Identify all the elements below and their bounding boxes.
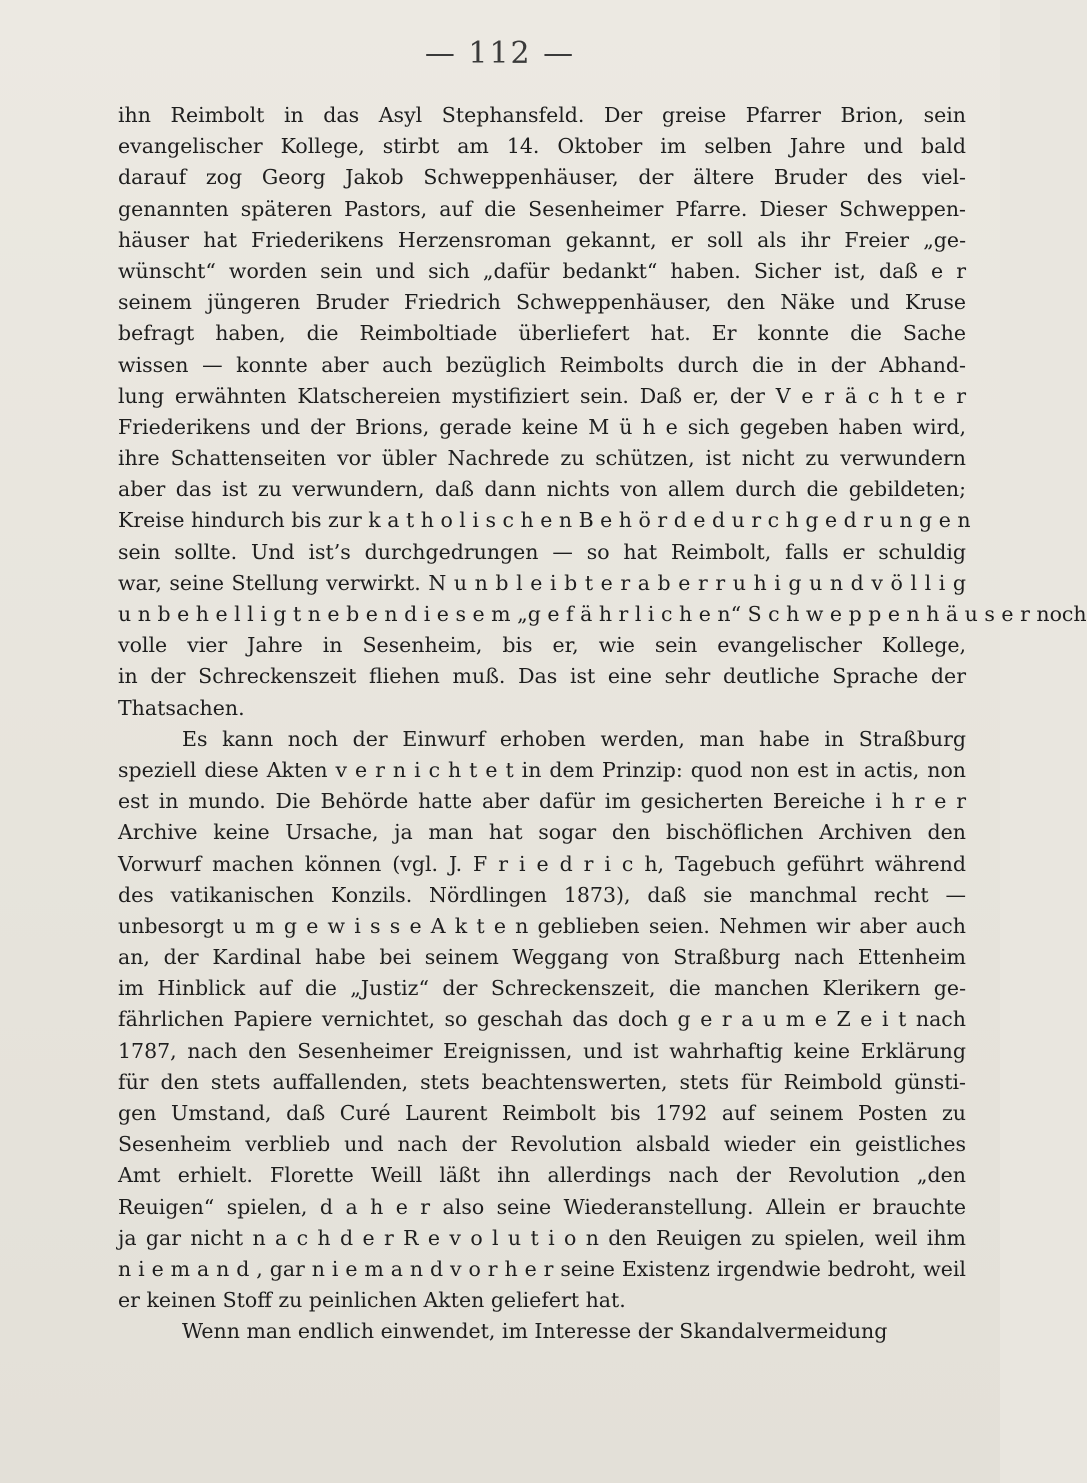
text-line: im Hinblick auf die „Justiz“ der Schreckenszeit, die manchen Klerikern ge- xyxy=(118,976,966,1001)
text-line: in der Schreckenszeit fliehen muß. Das ist eine sehr deutliche Sprache der xyxy=(118,664,966,689)
text-line: genannten späteren Pastors, auf die Sesenheimer Pfarre. Dieser Schweppen- xyxy=(118,196,966,221)
text-line: seinem jüngeren Bruder Friedrich Schweppenhäuser, den Näke und Kruse xyxy=(118,290,966,315)
text-line: war, seine Stellung verwirkt. N u n b l e i b t e r a b e r r u h i g u n d v ö l l i g xyxy=(118,570,966,595)
text-line: Thatsachen. xyxy=(118,695,245,720)
text-line: für den stets auffallenden, stets beachtenswerten, stets für Reimbold günsti- xyxy=(118,1069,966,1094)
text-line: Kreise hindurch bis zur k a t h o l i s c h e n B e h ö r d e d u r c h g e d r u n g e n xyxy=(118,508,971,533)
text-line: speziell diese Akten v e r n i c h t e t in dem Prinzip: quod non est in actis, non xyxy=(118,757,966,782)
text-line: er keinen Stoff zu peinlichen Akten geliefert hat. xyxy=(118,1288,626,1313)
paragraph xyxy=(118,100,1087,724)
text-line: n i e m a n d , gar n i e m a n d v o r h e r seine Existenz irgendwie bedroht, weil xyxy=(118,1256,966,1281)
text-line: est in mundo. Die Behörde hatte aber dafür im gesicherten Bereiche i h r e r xyxy=(118,789,966,814)
paragraph xyxy=(118,724,966,1317)
text-line: ihn Reimbolt in das Asyl Stephansfeld. Der greise Pfarrer Brion, sein xyxy=(118,103,966,127)
text-line: Friederikens und der Brions, gerade keine M ü h e sich gegeben haben wird, xyxy=(118,414,966,439)
text-line: wünscht“ worden sein und sich „dafür bedankt“ haben. Sicher ist, daß e r xyxy=(118,258,966,283)
text-line: lung erwähnten Klatschereien mystifiziert sein. Daß er, der V e r ä c h t e r xyxy=(118,383,966,408)
text-line: Es kann noch der Einwurf erhoben werden, man habe in Straßburg xyxy=(182,726,966,751)
page-number: — 112 — xyxy=(424,36,576,71)
text-line: darauf zog Georg Jakob Schweppenhäuser, der ältere Bruder des viel- xyxy=(118,165,966,190)
text-line: 1787, nach den Sesenheimer Ereignissen, und ist wahrhaftig keine Erklärung xyxy=(118,1038,966,1063)
text-line: wissen — konnte aber auch bezüglich Reimbolts durch die in der Abhand- xyxy=(118,352,966,377)
text-line: Amt erhielt. Florette Weill läßt ihn allerdings nach der Revolution „den xyxy=(118,1163,966,1188)
text-line: befragt haben, die Reimboltiade überliefert hat. Er konnte die Sache xyxy=(118,321,966,346)
text-line: evangelischer Kollege, stirbt am 14. Oktober im selben Jahre und bald xyxy=(118,134,966,159)
text-line: Vorwurf machen können (vgl. J. F r i e d r i c h, Tagebuch geführt während xyxy=(118,851,966,876)
text-line: häuser hat Friederikens Herzensroman gekannt, er soll als ihr Freier „ge- xyxy=(118,227,966,252)
text-line: ja gar nicht n a c h d e r R e v o l u t i o n den Reuigen zu spielen, weil ihm xyxy=(118,1225,966,1250)
text-line: volle vier Jahre in Sesenheim, bis er, wie sein evangelischer Kollege, xyxy=(118,633,966,658)
text-line: Wenn man endlich einwendet, im Interesse der Skandalvermeidung xyxy=(182,1319,888,1344)
text-line: sein sollte. Und ist’s durchgedrungen — so hat Reimbolt, falls er schuldig xyxy=(118,539,966,564)
text-line: gen Umstand, daß Curé Laurent Reimbolt bis 1792 auf seinem Posten zu xyxy=(118,1101,966,1125)
text-line: ihre Schattenseiten vor übler Nachrede zu schützen, ist nicht zu verwundern xyxy=(118,446,966,471)
text-line: Archive keine Ursache, ja man hat sogar den bischöflichen Archiven den xyxy=(118,820,966,845)
text-line: u n b e h e l l i g t n e b e n d i e s e m „g e f ä h r l i c h e n“ S c h w e p p e n h ä u s e r noch xyxy=(118,602,1087,626)
text-line: fährlichen Papiere vernichtet, so geschah das doch g e r a u m e Z e i t nach xyxy=(118,1007,966,1032)
text-line: unbesorgt u m g e w i s s e A k t e n geblieben seien. Nehmen wir aber auch xyxy=(118,913,966,938)
text-line: Sesenheim verblieb und nach der Revolution alsbald wieder ein geistliches xyxy=(118,1132,966,1157)
body-text xyxy=(118,100,1087,1348)
paragraph xyxy=(118,1316,966,1347)
text-line: des vatikanischen Konzils. Nördlingen 1873), daß sie manchmal recht — xyxy=(118,882,966,907)
text-line: Reuigen“ spielen, d a h e r also seine Wiederanstellung. Allein er brauchte xyxy=(118,1194,966,1219)
text-line: aber das ist zu verwundern, daß dann nichts von allem durch die gebildeten; xyxy=(118,477,966,502)
text-line: an, der Kardinal habe bei seinem Weggang von Straßburg nach Ettenheim xyxy=(118,945,966,970)
